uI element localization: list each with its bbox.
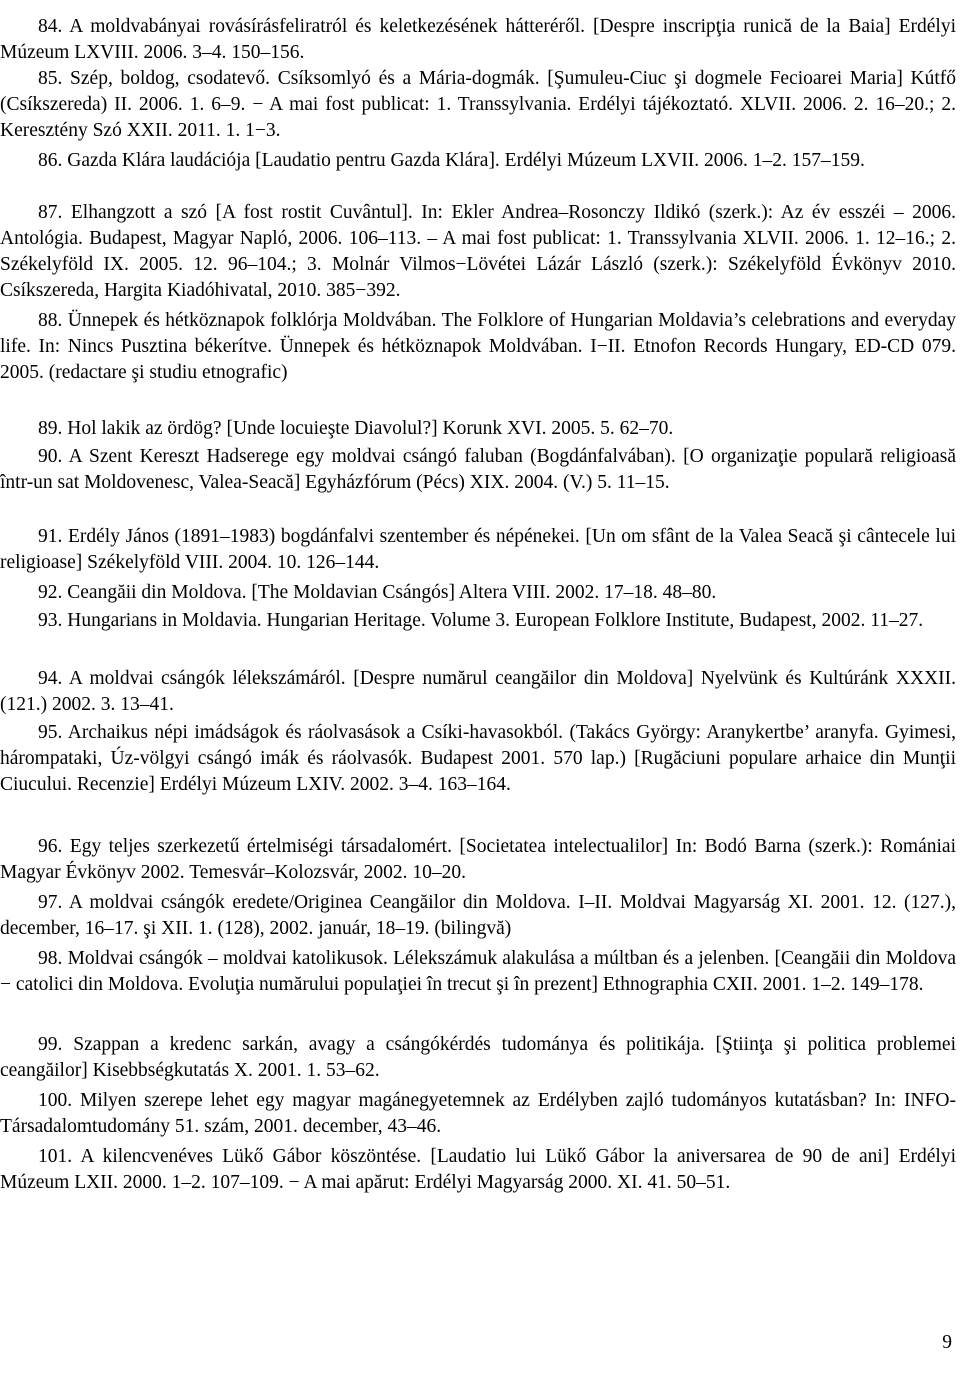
bibliography-entry: 92. Ceangăii din Moldova. [The Moldavian Csángós] Altera VIII. 2002. 17–18. 48–80.	[38, 581, 717, 603]
bibliography-entry: 84. A moldvabányai rovásírásfeliratról és keletkezésének hátteréről. [Despre inscripţia runică de la Baia] Erdélyi Múzeum LXVIII. 2006. 3–4. 150–156.	[0, 15, 956, 63]
bibliography-entry: 91. Erdély János (1891–1983) bogdánfalvi szentember és népénekei. [Un om sfânt de la Valea Seacă şi cântecele lui religioase] Székelyföld VIII. 2004. 10. 126–144.	[0, 525, 957, 573]
bibliography-entry: 95. Archaikus népi imádságok és ráolvasások a Csíki-havasokból. (Takács György: Aranykertbe’ aranyfa. Gyimesi, hárompataki, Úz-völgyi csángó imák és ráolvasók. Budapest 2001. 570 lap.) [Rugăciuni populare arhaice din Munţii Ciucului. Recenzie] Erdélyi Múzeum LXIV. 2002. 3–4. 163–164.	[0, 721, 956, 795]
bibliography-entry: 100. Milyen szerepe lehet egy magyar magánegyetemnek az Erdélyben zajló tudományos kutatásban? In: INFO-Társadalomtudomány 51. szám, 2001. december, 43–46.	[0, 1089, 957, 1137]
bibliography-entry: 87. Elhangzott a szó [A fost rostit Cuvântul]. In: Ekler Andrea–Rosonczy Ildikó (szerk.): Az év esszéi – 2006. Antológia. Budapest, Magyar Napló, 2006. 106–113. – A mai fost publicat: 1. Transsylvania XLVII. 2006. 1. 12–16.; 2. Székelyföld IX. 2005. 12. 96–104.; 3. Molnár Vilmos−Lövétei Lázár László (szerk.): Székelyföld Évkönyv 2010. Csíkszereda, Hargita Kiadóhivatal, 2010. 385−392.	[0, 201, 956, 302]
bibliography-entry: 88. Ünnepek és hétköznapok folklórja Moldvában. The Folklore of Hungarian Moldavia’s celebrations and everyday life. In: Nincs Pusztina békerítve. Ünnepek és hétköznapok Moldvában. I−II. Etnofon Records Hungary, ED-CD 079. 2005. (redactare şi studiu etnografic)	[0, 309, 957, 383]
bibliography-entry: 99. Szappan a kredenc sarkán, avagy a csángókérdés tudománya és politikája. [Ştiinţa şi politica problemei ceangăilor] Kisebbségkutatás X. 2001. 1. 53–62.	[0, 1033, 956, 1081]
bibliography-entry: 90. A Szent Kereszt Hadserege egy moldvai csángó faluban (Bogdánfalvában). [O organizaţie populară religioasă într-un sat Moldovenesc, Valea-Seacă] Egyházfórum (Pécs) XIX. 2004. (V.) 5. 11–15.	[0, 445, 956, 493]
bibliography-entry: 98. Moldvai csángók – moldvai katolikusok. Lélekszámuk alakulása a múltban és a jelenben. [Ceangăii din Moldova − catolici din Moldova. Evoluţia numărului populaţiei în trecut şi în prezent] Ethnographia CXII. 2001. 1–2. 149–178.	[0, 947, 957, 995]
bibliography-entry: 96. Egy teljes szerkezetű értelmiségi társadalomért. [Societatea intelectualilor] In: Bodó Barna (szerk.): Romániai Magyar Évkönyv 2002. Temesvár–Kolozsvár, 2002. 10–20.	[0, 835, 956, 883]
bibliography-entry: 94. A moldvai csángók lélekszámáról. [Despre numărul ceangăilor din Moldova] Nyelvünk és Kultúránk XXXII. (121.) 2002. 3. 13–41.	[0, 667, 956, 715]
bibliography-entry: 93. Hungarians in Moldavia. Hungarian Heritage. Volume 3. European Folklore Institute, Budapest, 2002. 11–27.	[38, 609, 924, 631]
bibliography-entry: 86. Gazda Klára laudációja [Laudatio pentru Gazda Klára]. Erdélyi Múzeum LXVII. 2006. 1–2. 157–159.	[38, 149, 865, 171]
bibliography-entry: 101. A kilencvenéves Lükő Gábor köszöntése. [Laudatio lui Lükő Gábor la aniversarea de 90 de ani] Erdélyi Múzeum LXII. 2000. 1–2. 107–109. − A mai apărut: Erdélyi Magyarság 2000. XI. 41. 50–51.	[0, 1145, 956, 1193]
bibliography-entry: 89. Hol lakik az ördög? [Unde locuieşte Diavolul?] Korunk XVI. 2005. 5. 62–70.	[38, 417, 674, 439]
bibliography-entry: 97. A moldvai csángók eredete/Originea Ceangăilor din Moldova. I–II. Moldvai Magyarság XI. 2001. 12. (127.), december, 16–17. şi XII. 1. (128), 2002. január, 18–19. (bilingvă)	[0, 891, 956, 939]
page-number: 9	[942, 1332, 952, 1353]
bibliography-entry: 85. Szép, boldog, csodatevő. Csíksomlyó és a Mária-dogmák. [Şumuleu-Ciuc şi dogmele Fecioarei Maria] Kútfő (Csíkszereda) II. 2006. 1. 6–9. − A mai fost publicat: 1. Transsylvania. Erdélyi tájékoztató. XLVII. 2006. 2. 16–20.; 2. Keresztény Szó XXII. 2011. 1. 1−3.	[0, 67, 956, 141]
